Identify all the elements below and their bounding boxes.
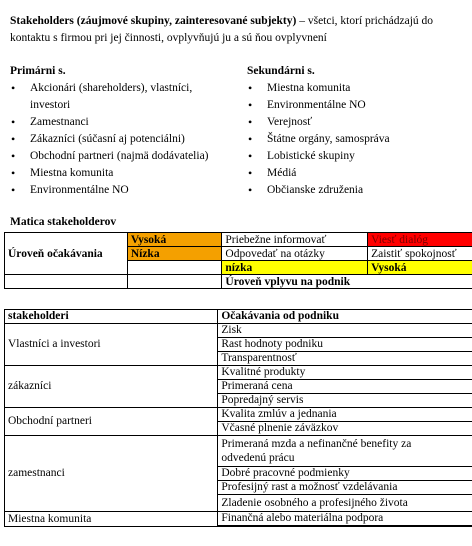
matrix-cell-satisfy: Zaistiť spokojnosť [368,247,472,261]
matrix-cell-inform: Priebežne informovať [222,233,368,247]
list-item: • Štátne orgány, samospráva [247,131,467,148]
list-item: • Environmentálne NO [247,97,467,114]
list-item: • Zamestnanci [10,114,240,131]
list-item: • Environmentálne NO [10,182,240,199]
list-item: • Miestna komunita [247,80,467,97]
table-header-stakeholders: stakeholderi [5,310,218,324]
intro-definition-line2: kontaktu s firmou pri jej činnosti, ovplyvňujú ju a sú ňou ovplyvnení [10,32,327,44]
table-cell-expectation: Primeraná cena [218,380,472,394]
matrix-cell-dialogue: Viesť dialóg [368,233,472,247]
stakeholder-matrix [4,232,472,289]
intro-definition: – všetci, ktorí prichádzajú do [296,15,434,27]
intro-term: Stakeholders (záujmové skupiny, zainteresované subjekty) [10,15,297,27]
table-cell-expectation: Dobré pracovné podmienky [218,467,472,481]
matrix-title: Matica stakeholderov [10,216,117,228]
intro-paragraph [10,13,472,47]
secondary-list [247,80,467,199]
list-item: • Obchodní partneri (najmä dodávatelia) [10,148,240,165]
table-cell-expectation: Kvalita zmlúv a jednania [218,408,472,422]
expectation-line: Primeraná mzda a nefinančné benefity za [221,438,412,450]
table-cell-expectation: Zladenie osobného a profesijného života [218,495,472,512]
primary-stakeholders [10,63,240,199]
matrix-cell-answer: Odpovedať na otázky [222,247,368,261]
table-cell-expectation: Transparentnosť [218,352,472,366]
expectations-table [4,309,472,527]
table-cell-expectation: Kvalitné produkty [218,366,472,380]
table-header-expectations: Očakávania od podniku [218,310,472,324]
table-row-stakeholder: zákazníci [5,366,218,408]
list-item: • Akcionári (shareholders), vlastníci, [10,80,240,97]
table-cell-expectation [218,436,472,467]
expectation-line: odvedenú prácu [221,452,295,464]
table-cell-expectation: Zisk [218,324,472,338]
table-cell-expectation: Finančná alebo materiálna podpora [218,512,472,526]
list-item: • Médiá [247,165,467,182]
list-item: • Zákazníci (súčasní aj potenciálni) [10,131,240,148]
list-item: • Občianske združenia [247,182,467,199]
table-row-stakeholder: zamestnanci [5,436,218,512]
list-item: • Lobistické skupiny [247,148,467,165]
table-row-stakeholder: Miestna komunita [5,512,218,527]
primary-list [10,80,240,199]
table-cell-expectation: Popredajný servis [218,394,472,408]
matrix-col-high: Vysoká [368,261,472,275]
matrix-empty-cell [5,275,128,289]
secondary-title: Sekundárni s. [247,65,315,77]
list-item: • Verejnosť [247,114,467,131]
secondary-stakeholders [247,63,467,199]
table-cell-expectation: Profesijný rast a možnosť vzdelávania [218,481,472,495]
primary-title: Primárni s. [10,65,66,77]
list-item-continuation: investori [30,99,71,111]
matrix-col-low: nízka [222,261,368,275]
matrix-row-label: Úroveň očakávania [5,233,128,275]
table-row-stakeholder: Obchodní partneri [5,408,218,436]
table-row-stakeholder: Vlastníci a investori [5,324,218,366]
matrix-empty-cell [127,275,222,289]
table-cell-expectation: Rast hodnoty podniku [218,338,472,352]
list-item: • Miestna komunita [10,165,240,182]
matrix-low-label: Nízka [127,247,222,261]
matrix-empty-cell [127,261,222,275]
matrix-high-label: Vysoká [127,233,222,247]
table-cell-expectation: Včasné plnenie záväzkov [218,422,472,436]
matrix-col-label: Úroveň vplyvu na podnik [222,275,472,289]
table-cell-expectation-empty [218,526,472,527]
